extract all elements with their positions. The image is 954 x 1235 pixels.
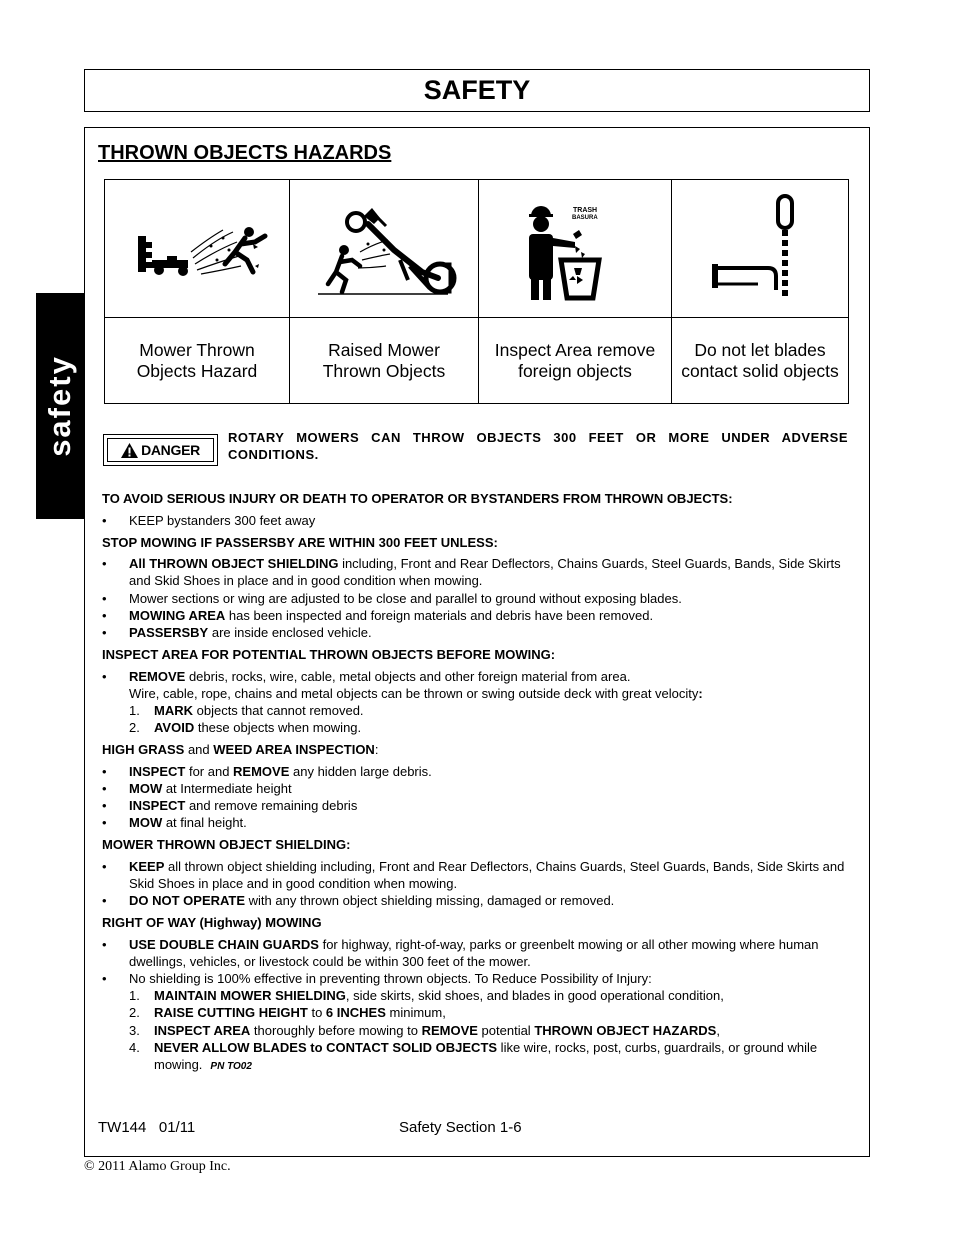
list-item: MOWING AREA has been inspected and foreign materials and debris have been removed. [129,608,654,623]
blade-chain-icon [672,180,848,317]
list-item: REMOVE debris, rocks, wire, cable, metal objects and other foreign material from area. [129,669,631,684]
heading-right-of-way: RIGHT OF WAY (Highway) MOWING [102,915,322,930]
raised-mower-icon [290,180,478,317]
side-tab [36,293,84,519]
page-header [84,69,870,112]
danger-badge [103,434,218,466]
heading-high-grass: HIGH GRASS and WEED AREA INSPECTION: [102,742,379,757]
copyright-notice: © 2011 Alamo Group Inc. [84,1159,231,1174]
mower-thrown-objects-icon [105,180,289,317]
list-item: INSPECT for and REMOVE any hidden large debris. [129,764,432,779]
hazard-cell-mower [105,180,290,403]
danger-label: DANGER [141,442,200,458]
hazard-cell-blade-contact [672,180,848,403]
numbered-item: MARK objects that cannot removed. [154,703,364,718]
list-item-continuation: Wire, cable, rope, chains and metal objects can be thrown or swing outside deck with great velocity: [129,686,703,701]
list-item: All THROWN OBJECT SHIELDING including, Front and Rear Deflectors, Chains Guards, Steel Guards, Bands, Side Skirts and Skid Shoes in place and in good condition when mowing. [129,556,841,588]
list-item: Mower sections or wing are adjusted to be close and parallel to ground without exposing blades. [129,591,682,606]
list-item: MOW at final height. [129,815,247,830]
list-item: KEEP all thrown object shielding including, Front and Rear Deflectors, Chains Guards, Steel Guards, Bands, Side Skirts and Skid Shoes in place and in good condition when mowing. [129,859,845,891]
list-item: INSPECT and remove remaining debris [129,798,358,813]
heading-inspect-area: INSPECT AREA FOR POTENTIAL THROWN OBJECTS BEFORE MOWING: [102,647,556,662]
trash-bin-worker-icon [479,180,671,317]
hazard-caption: Raised Mower Thrown Objects [322,339,446,381]
page-section-label: Safety Section 1-6 [399,1119,522,1136]
heading-avoid-injury: TO AVOID SERIOUS INJURY OR DEATH TO OPERATOR OR BYSTANDERS FROM THROWN OBJECTS: [102,491,733,506]
list-item: PASSERSBY are inside enclosed vehicle. [129,625,372,640]
warning-triangle-icon [121,443,138,458]
hazard-cell-raised-mower [290,180,479,403]
heading-stop-mowing: STOP MOWING IF PASSERSBY ARE WITHIN 300 FEET UNLESS: [102,535,498,550]
list-item: KEEP bystanders 300 feet away [129,513,316,528]
numbered-item: NEVER ALLOW BLADES to CONTACT SOLID OBJECTS like wire, rocks, post, curbs, guardrails, or ground while mowing. PN TO02 [154,1040,818,1072]
heading-shielding: MOWER THROWN OBJECT SHIELDING: [102,837,351,852]
hazard-icon-table [104,179,849,404]
document-number: TW144 01/11 [98,1119,196,1136]
numbered-item: RAISE CUTTING HEIGHT to 6 INCHES minimum, [154,1005,446,1020]
danger-message: ROTARY MOWERS CAN THROW OBJECTS 300 FEET OR MORE UNDER ADVERSE CONDITIONS. [228,430,848,462]
list-item: DO NOT OPERATE with any thrown object shielding missing, damaged or removed. [129,893,615,908]
side-tab-label: safety [42,355,77,457]
hazard-caption: Mower Thrown Objects Hazard [136,339,258,381]
page-title: SAFETY [423,75,531,105]
trash-sign-label: TRASH [573,207,598,214]
list-item: USE DOUBLE CHAIN GUARDS for highway, right-of-way, parks or greenbelt mowing or all other mowing where human dwellings, vehicles, or livestock could be within 300 feet of the mower. [129,937,819,969]
hazard-cell-inspect-area [479,180,672,403]
hazard-caption: Inspect Area remove foreign objects [494,339,656,381]
numbered-item: MAINTAIN MOWER SHIELDING, side skirts, skid shoes, and blades in good operational condition, [154,988,724,1003]
list-item: No shielding is 100% effective in preventing thrown objects. To Reduce Possibility of Injury: [129,971,652,986]
trash-sign-label: BASURA [572,215,598,221]
numbered-item: AVOID these objects when mowing. [154,720,362,735]
part-number: PN TO02 [210,1061,252,1072]
hazard-caption: Do not let blades contact solid objects [681,339,839,381]
list-item: MOW at Intermediate height [129,781,292,796]
section-heading: THROWN OBJECTS HAZARDS [98,142,392,164]
numbered-item: INSPECT AREA thoroughly before mowing to REMOVE potential THROWN OBJECT HAZARDS, [154,1023,720,1038]
